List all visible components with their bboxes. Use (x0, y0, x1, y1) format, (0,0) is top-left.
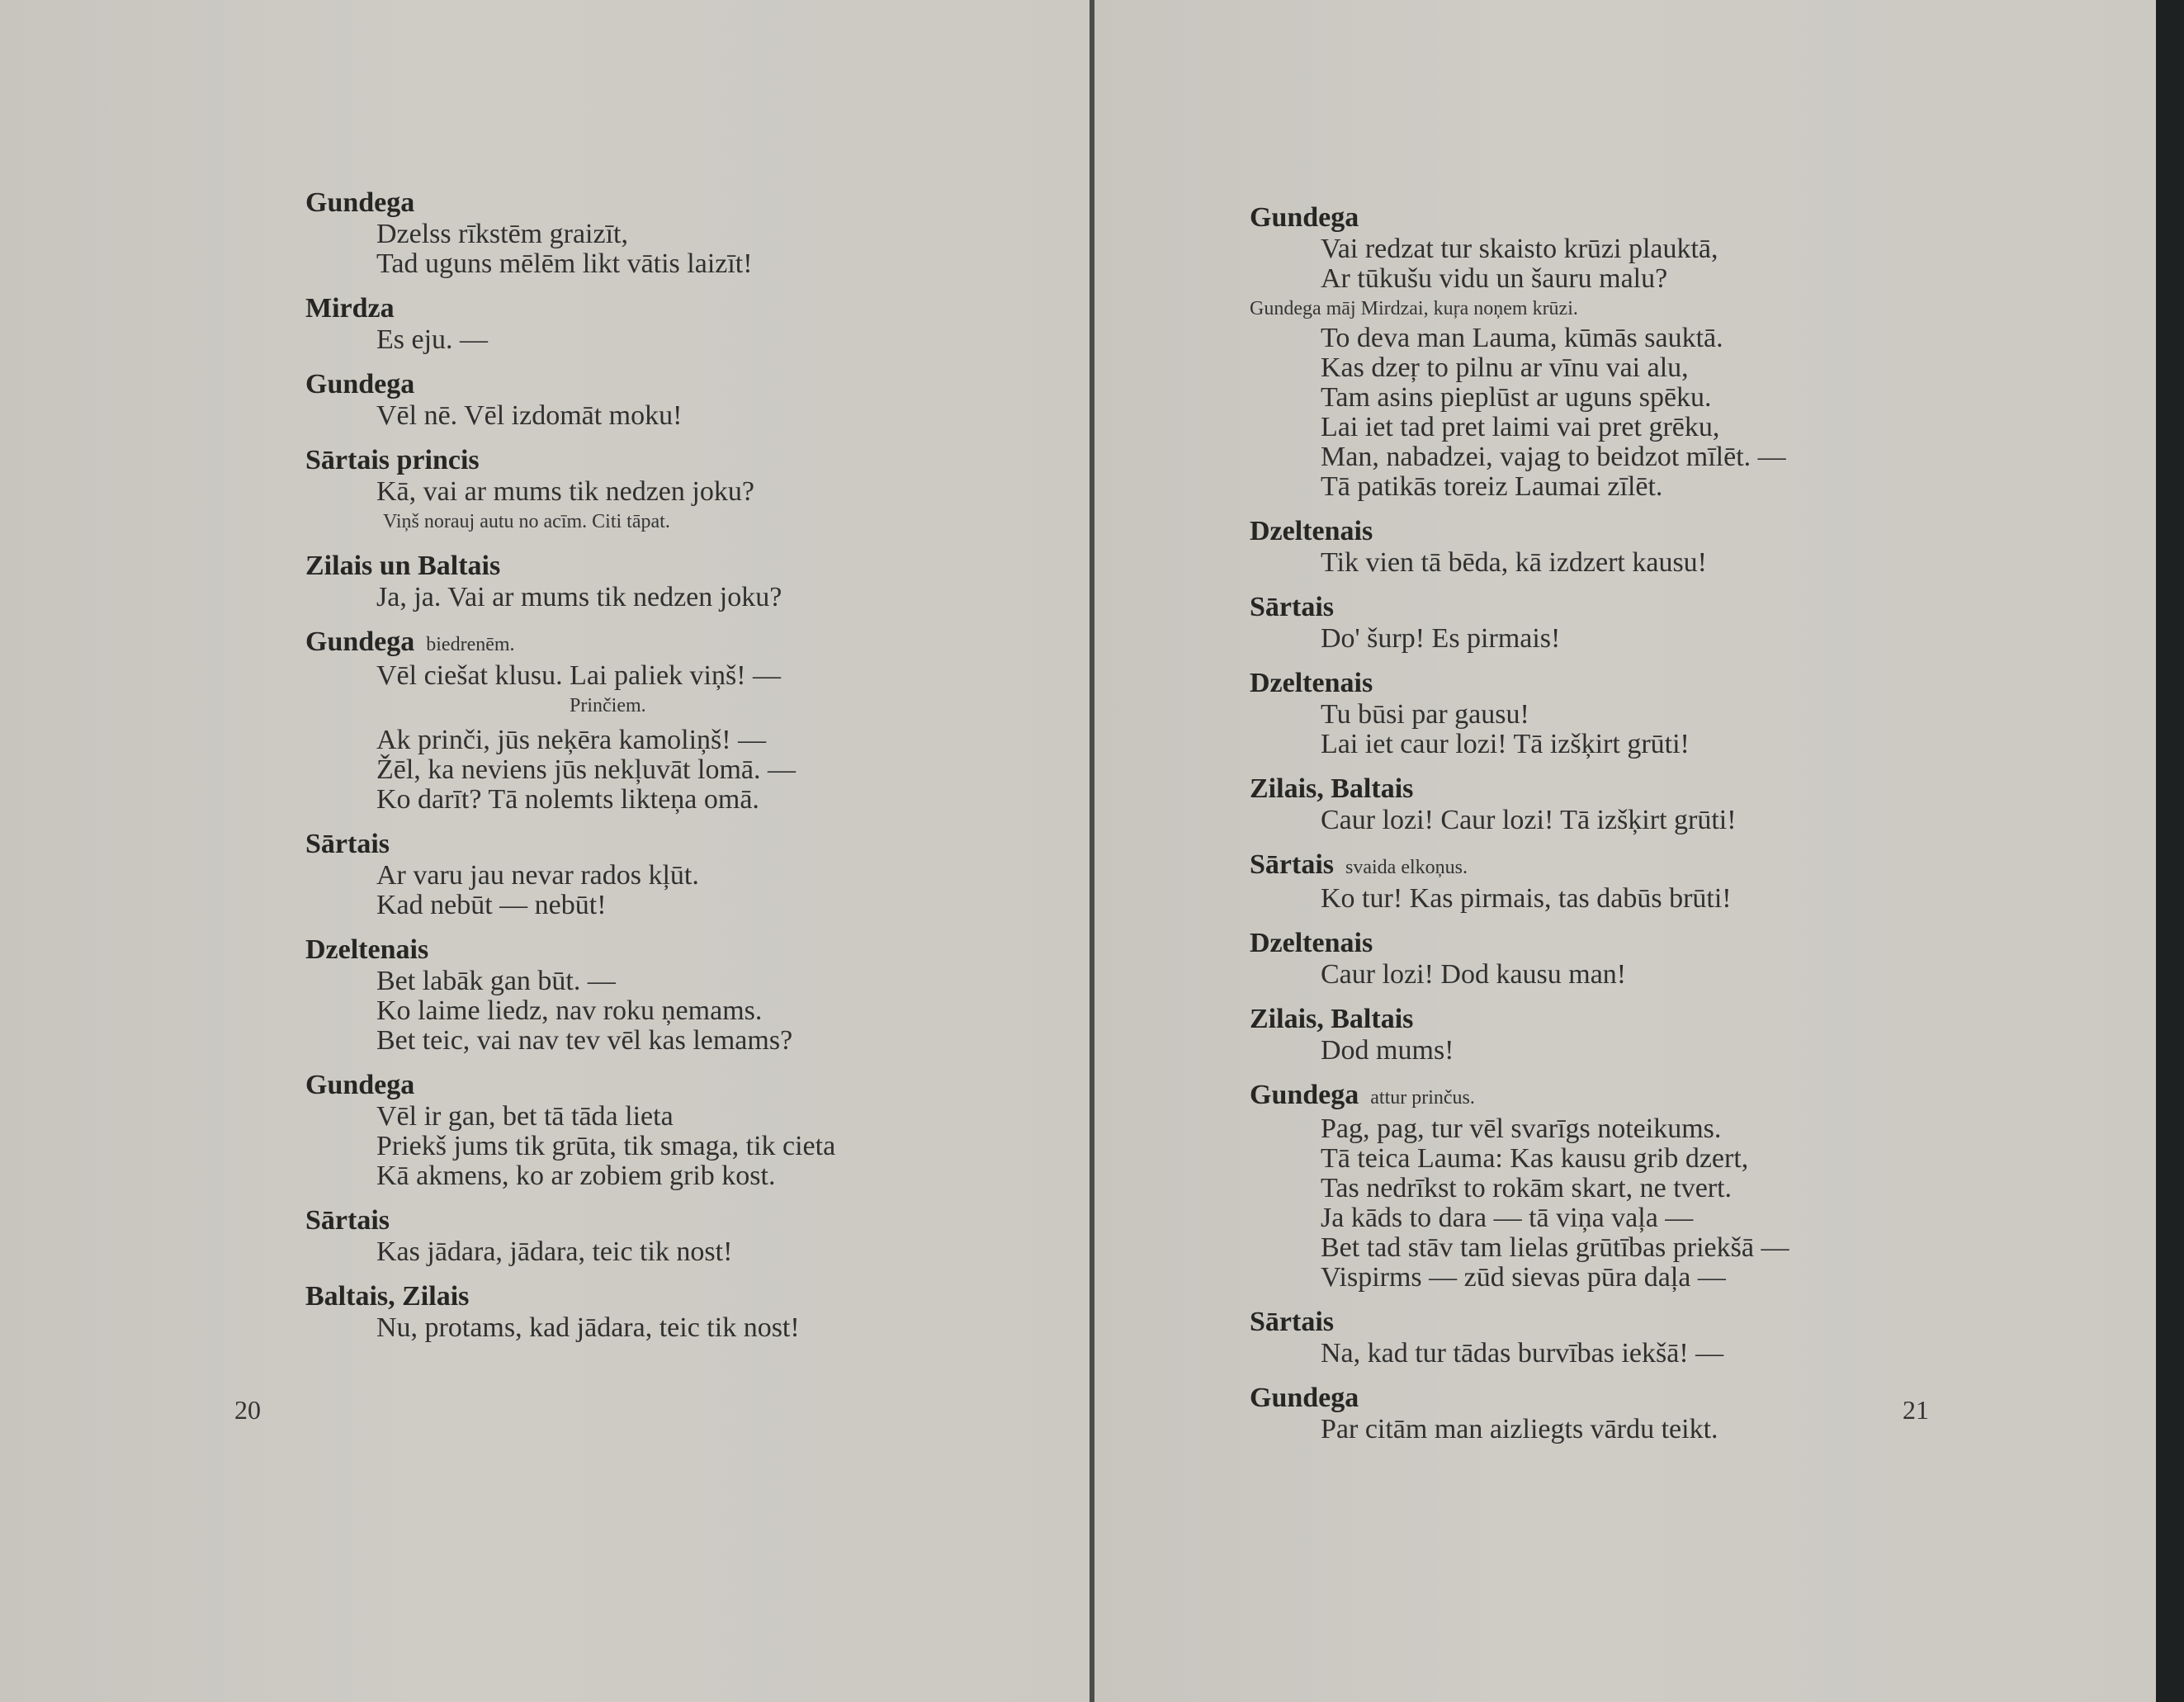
verse-line: Bet teic, vai nav tev vēl kas lemams? (376, 1025, 793, 1056)
speaker-label: Gundega (305, 187, 415, 218)
dialogue-entry (305, 828, 835, 920)
stage-direction: Prinčiem. (570, 695, 646, 716)
verse-line: Tu būsi par gausu! (1321, 699, 1529, 730)
speaker-name (305, 187, 835, 220)
left-page (0, 0, 1090, 1702)
speaker-label: Dzeltenais (305, 934, 429, 965)
verse-line: Bet labāk gan būt. — (376, 966, 616, 996)
right-page (1094, 0, 2163, 1702)
verse-line: Ar tūkušu vidu un šauru malu? (1321, 263, 1668, 294)
speaker-label: Dzeltenais (1250, 668, 1373, 698)
speaker-label: Dzeltenais (1250, 516, 1373, 546)
right-text-block (1250, 201, 1789, 1458)
speaker-label: Sārtais (1250, 849, 1334, 880)
dialogue-entry (305, 292, 835, 355)
stage-direction-inline: svaida elkoņus. (1345, 857, 1468, 878)
speaker-label: Mirdza (305, 293, 395, 324)
stage-direction-inline: biedrenēm. (426, 634, 515, 655)
speaker-name (305, 1280, 835, 1313)
speaker-name (1250, 591, 1789, 624)
speaker-name (1250, 927, 1789, 960)
verse-line: Ko tur! Kas pirmais, tas dabūs brūti! (1321, 883, 1732, 914)
speaker-label: Gundega (1250, 202, 1359, 233)
speaker-label: Gundega (305, 626, 415, 657)
speaker-label: Sārtais (305, 1205, 390, 1236)
dialogue-entry (1250, 927, 1789, 990)
speaker-name (305, 368, 835, 401)
speaker-label: Zilais, Baltais (1250, 1004, 1414, 1034)
dialogue-entry (1250, 773, 1789, 835)
verse-line: Vispirms — zūd sievas pūra daļa — (1321, 1262, 1726, 1293)
dialogue-entry (1250, 1003, 1789, 1066)
speaker-label: Gundega (1250, 1080, 1359, 1110)
verse-line: Ja, ja. Vai ar mums tik nedzen joku? (376, 582, 782, 612)
dialogue-entry (1250, 1382, 1789, 1444)
speaker-label: Dzeltenais (1250, 928, 1373, 958)
verse-line: Nu, protams, kad jādara, teic tik nost! (376, 1312, 800, 1343)
verse-line: Caur lozi! Caur lozi! Tā izšķirt grūti! (1321, 805, 1737, 835)
speaker-label: Baltais, Zilais (305, 1281, 470, 1312)
stage-direction-inline: attur prinčus. (1370, 1087, 1475, 1109)
verse-line: Caur lozi! Dod kausu man! (1321, 959, 1627, 990)
speaker-label: Zilais, Baltais (1250, 773, 1414, 804)
verse-line: Dod mums! (1321, 1035, 1454, 1066)
verse-line: Tik vien tā bēda, kā izdzert kausu! (1321, 547, 1707, 578)
speaker-name (305, 550, 835, 583)
speaker-label: Zilais un Baltais (305, 551, 501, 581)
verse-line: Ar varu jau nevar rados kļūt. (376, 860, 699, 891)
speaker-label: Sārtais (305, 829, 390, 859)
verse-line: Priekš jums tik grūta, tik smaga, tik cieta (376, 1131, 836, 1161)
dialogue-entry (305, 1204, 835, 1267)
speaker-name (305, 626, 835, 661)
verse-line: To deva man Lauma, kūmās sauktā. (1321, 323, 1723, 353)
dialogue-entry (1250, 1079, 1789, 1293)
speaker-name (1250, 201, 1789, 234)
speaker-name (1250, 849, 1789, 884)
page-number-left: 20 (234, 1395, 261, 1425)
speaker-name (305, 444, 835, 477)
dialogue-entry (305, 934, 835, 1056)
speaker-label: Gundega (305, 1070, 415, 1100)
verse-line: Tas nedrīkst to rokām skart, ne tvert. (1321, 1173, 1733, 1203)
dialogue-entry (1250, 591, 1789, 654)
stage-direction: Viņš norauj autu no acīm. Citi tāpat. (383, 511, 670, 532)
dialogue-entry (1250, 201, 1789, 502)
dialogue-entry (305, 1280, 835, 1343)
verse-line: Dzelss rīkstēm graizīt, (376, 219, 628, 249)
verse-line: Tā teica Lauma: Kas kausu grib dzert, (1321, 1143, 1749, 1174)
verse-line: Pag, pag, tur vēl svarīgs noteikums. (1321, 1113, 1722, 1144)
verse-line: Vai redzat tur skaisto krūzi plauktā, (1321, 234, 1718, 264)
speaker-name (305, 828, 835, 861)
dialogue-entry (305, 187, 835, 279)
speaker-name (305, 1069, 835, 1102)
dialogue-entry (1250, 667, 1789, 759)
speaker-label: Sārtais (1250, 1307, 1334, 1337)
verse-line: Kas dzeŗ to pilnu ar vīnu vai alu, (1321, 352, 1689, 383)
dialogue-entry (305, 1069, 835, 1191)
speaker-name (305, 1204, 835, 1237)
verse-line: Bet tad stāv tam lielas grūtības priekšā — (1321, 1232, 1789, 1263)
verse-line: Man, nabadzei, vajag to beidzot mīlēt. — (1321, 442, 1786, 472)
page-number-right: 21 (1903, 1395, 1929, 1425)
dialogue-entry (1250, 849, 1789, 914)
dialogue-entry (305, 626, 835, 815)
speaker-name (305, 934, 835, 967)
stage-direction: Gundega māj Mirdzai, kuŗa noņem krūzi. (1250, 298, 1578, 319)
verse-line: Tad uguns mēlēm likt vātis laizīt! (376, 248, 753, 279)
verse-line: Kad nebūt — nebūt! (376, 890, 607, 920)
verse-line: Žēl, ka neviens jūs nekļuvāt lomā. — (376, 754, 796, 785)
dialogue-entry (1250, 515, 1789, 578)
speaker-name (1250, 667, 1789, 700)
verse-line: Ja kāds to dara — tā viņa vaļa — (1321, 1203, 1694, 1233)
dialogue-entry (305, 550, 835, 612)
verse-line: Es eju. — (376, 324, 489, 355)
dialogue-entry (305, 444, 835, 537)
verse-line: Kā akmens, ko ar zobiem grib kost. (376, 1161, 776, 1191)
verse-line: Tam asins pieplūst ar uguns spēku. (1321, 382, 1712, 413)
speaker-name (1250, 515, 1789, 548)
verse-line: Kas jādara, jādara, teic tik nost! (376, 1236, 733, 1267)
verse-line: Na, kad tur tādas burvības iekšā! — (1321, 1338, 1724, 1369)
verse-line: Vēl ciešat klusu. Lai paliek viņš! — (376, 660, 782, 691)
verse-line: Vēl ir gan, bet tā tāda lieta (376, 1101, 674, 1132)
verse-line: Kā, vai ar mums tik nedzen joku? (376, 476, 754, 507)
speaker-label: Gundega (305, 369, 415, 399)
speaker-name (1250, 1003, 1789, 1036)
dialogue-entry (305, 368, 835, 431)
verse-line: Tā patikās toreiz Laumai zīlēt. (1321, 471, 1663, 502)
speaker-label: Sārtais princis (305, 445, 480, 475)
verse-line: Ko laime liedz, nav roku ņemams. (376, 995, 763, 1026)
speaker-label: Sārtais (1250, 592, 1334, 622)
verse-line: Par citām man aizliegts vārdu teikt. (1321, 1414, 1718, 1444)
dialogue-entry (1250, 1306, 1789, 1369)
speaker-name (305, 292, 835, 325)
verse-line: Do' šurp! Es pirmais! (1321, 623, 1561, 654)
speaker-label: Gundega (1250, 1383, 1359, 1413)
speaker-name (1250, 1382, 1789, 1415)
verse-line: Lai iet caur lozi! Tā izšķirt grūti! (1321, 729, 1690, 759)
speaker-name (1250, 773, 1789, 806)
verse-line: Ak prinči, jūs neķēra kamoliņš! — (376, 725, 767, 755)
speaker-name (1250, 1079, 1789, 1114)
verse-line: Ko darīt? Tā nolemts likteņa omā. (376, 784, 759, 815)
left-text-block (305, 187, 835, 1356)
verse-line: Lai iet tad pret laimi vai pret grēku, (1321, 412, 1720, 442)
speaker-name (1250, 1306, 1789, 1339)
verse-line: Vēl nē. Vēl izdomāt moku! (376, 400, 683, 431)
background-edge (2156, 0, 2184, 1702)
